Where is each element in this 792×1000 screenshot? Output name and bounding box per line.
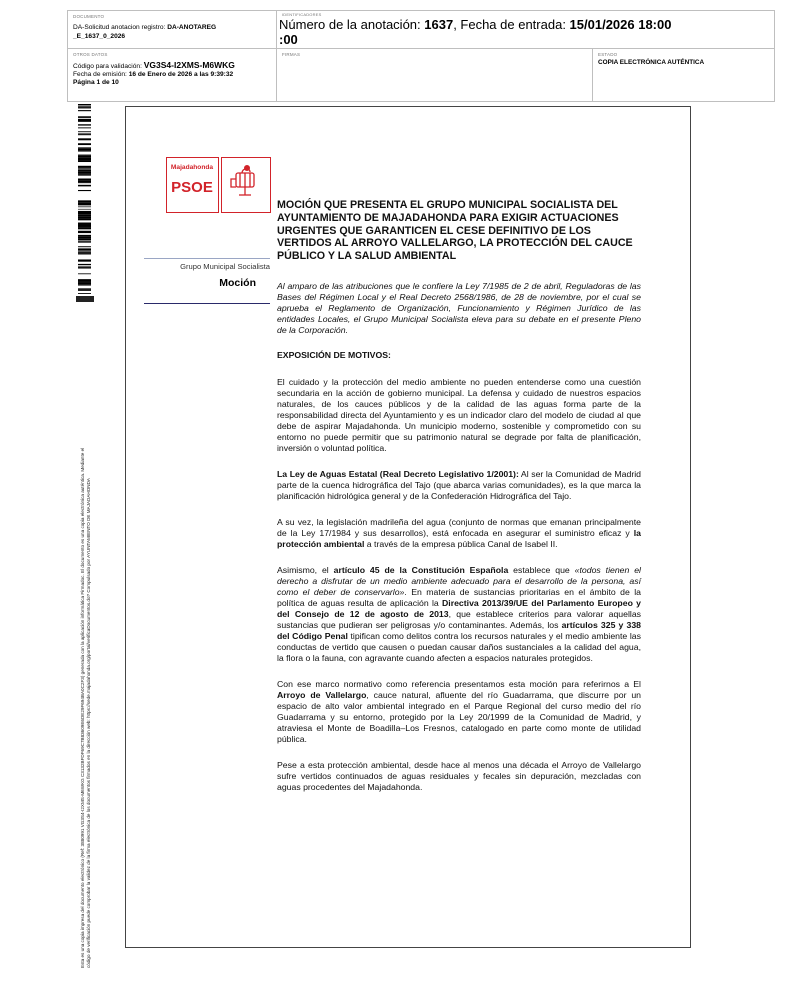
barcode-bar (78, 106, 91, 107)
paragraph-5: Con ese marco normativo como referencia presentamos esta moción para referirnos a El Arroyo de Vallelargo, cauce natural, afluente del río Guadarrama, que discurre por un espacio de alto valor ambiental integrado en el Parque Regional del curso medio del río Guadarrama y su entorno, protegido por la Ley 20/1999 de la Comunidad de Madrid, y atraviesa el Monte de Boadilla–Los Fresnos, catalogado en parte como monte de utilidad pública. (277, 678, 641, 744)
barcode-bar (78, 213, 91, 215)
barcode-bar (78, 264, 91, 265)
barcode-bar (78, 110, 91, 111)
barcode-bar (78, 166, 91, 168)
barcode-bar (78, 121, 91, 122)
identifiers-cell (277, 11, 774, 49)
barcode-bar (78, 259, 91, 261)
barcode-end-mark (76, 296, 94, 302)
barcode-bar (78, 158, 91, 160)
barcode-bar (78, 160, 91, 162)
barcode-bar (78, 182, 91, 183)
barcode-bar (78, 209, 91, 210)
barcode-bar (78, 185, 91, 187)
barcode-bar (78, 281, 91, 282)
document-label: DOCUMENTO (73, 14, 105, 19)
barcode-bar (78, 231, 91, 233)
scanned-page (125, 106, 691, 948)
barcode-bar (78, 293, 91, 294)
barcode-bar (78, 133, 91, 134)
other-data-cell (68, 49, 277, 101)
paragraph-2: La Ley de Aguas Estatal (Real Decreto Legislativo 1/2001): Al ser la Comunidad de Madrid parte de la cuenca hidrográfica del Tajo (que abarca varias comunidades), es la que marca la planificación hidrológica general y de la Confederación Hidrográfica del Tajo. (277, 468, 641, 501)
barcode-bar (78, 200, 91, 201)
page-number: Página 1 de 10 (73, 79, 119, 86)
validation-info: Código para validación: VG3S4-I2XMS-M6WKG Fecha de emisión: 16 de Enero de 2026 a las 9:39:32 Página 1 de 10 (73, 60, 235, 86)
section-heading: EXPOSICIÓN DE MOTIVOS: (277, 349, 391, 360)
barcode-bar (78, 241, 91, 242)
barcode-bar (78, 273, 91, 274)
barcode-bar (78, 248, 91, 250)
barcode-bar (78, 266, 91, 267)
svg-text:Majadahonda: Majadahonda (170, 164, 214, 171)
barcode-bar (78, 252, 91, 253)
motion-body (277, 199, 641, 808)
barcode-bar (78, 246, 91, 247)
document-metadata-header (67, 10, 775, 102)
status-cell (593, 49, 774, 101)
barcode-bar (78, 251, 91, 252)
barcode-bar (78, 104, 91, 105)
barcode-bar (78, 217, 91, 219)
barcode-bar (78, 190, 91, 191)
rose-fist-icon (231, 169, 254, 195)
document-reference: DA-Solicitud anotacion registro: DA-ANOTAREG _E_1637_0_2026 (73, 24, 217, 40)
annotation-number: Número de la anotación: 1637, Fecha de entrada: 15/01/2026 18:00 :00 (279, 17, 672, 47)
verification-side-text: Esta es una copia impresa del documento electrónico (Ref: 3880991 VG3S4-I2XMS-M6WKG C3132BFDF69C7B83609E6DE29F694BA0C2F3) generada con la aplicación informática Firmadoc. El documento es una copia electrónica auténtica. Mediante el código de verificación puede comprobar la validez de la firma electrónica de los documentos firmados en la dirección web: https://sede.majadahonda.org/portal/verificaDocumentos.do? Compulsado por AYUNTAMIENTO DE MAJADAHONDA (80, 447, 92, 968)
status-value: COPIA ELECTRÓNICA AUTÉNTICA (598, 59, 705, 66)
barcode-bar (78, 223, 91, 225)
barcode-bar (78, 267, 91, 268)
barcode-bar (78, 138, 91, 140)
motion-label: Moción (219, 277, 256, 289)
barcode-bar (78, 289, 91, 291)
paragraph-6: Pese a esta protección ambiental, desde hace al menos una década el Arroyo de Vallelargo sufre vertidos continuados de aguas residuales y fecales sin depuración, mezcladas con aguas procedentes del Majadahonda. (277, 759, 641, 792)
barcode (78, 104, 91, 294)
barcode-bar (78, 284, 91, 285)
motion-underline (144, 303, 270, 304)
intro-paragraph: Al amparo de las atribuciones que le confiere la Ley 7/1985 de 2 de abril, Reguladoras de las Bases del Régimen Local y el Real Decreto 2568/1986, de 28 de noviembre, por el cual se aprueba el Reglamento de Organización, Funcionamiento y Régimen Jurídico de las entidades Locales, el Grupo Municipal Socialista eleva para su debate en el presente Pleno de la Corporación. (277, 280, 641, 335)
barcode-bar (78, 203, 91, 205)
barcode-bar (78, 131, 91, 132)
barcode-bar (78, 119, 91, 121)
status-label: ESTADO (598, 52, 618, 57)
barcode-bar (78, 168, 91, 169)
barcode-bar (78, 228, 91, 230)
barcode-bar (78, 282, 91, 284)
other-data-label: OTROS DATOS (73, 52, 108, 57)
psoe-logo (166, 157, 271, 213)
barcode-bar (78, 134, 91, 135)
paragraph-4: Asimismo, el artículo 45 de la Constitución Española establece que «todos tienen el derecho a disfrutar de un medio ambiente adecuado para el desarrollo de la persona, así como el deber de conservarlo». En materia de sustancias prioritarias en el ámbito de la política de aguas resulta de aplicación la Directiva 2013/39/UE del Parlamento Europeo y del Consejo de 12 de agosto de 2013, que establece criterios para valorar aquellas sustancias que pudieran ser peligrosas y/o contaminantes. Además, los artículos 325 y 338 del Código Penal tipifican como delitos contra los recursos naturales y el medio ambiente las conductas de vertido que causen o puedan causar daños sustanciales a la calidad del agua, la flora o la fauna, con agravante cuando afecten a espacios naturales protegidos. (277, 564, 641, 663)
barcode-bar (78, 156, 91, 158)
motion-title: MOCIÓN QUE PRESENTA EL GRUPO MUNICIPAL SOCIALISTA DEL AYUNTAMIENTO DE MAJADAHONDA PARA EXIGIR ACTUACIONES URGENTES QUE GARANTICEN EL CESE DEFINITIVO DE LOS VERTIDOS AL ARROYO VALLELARGO, LA PROTECCIÓN DEL CAUCE PÚBLICO Y LA SALUD AMBIENTAL (277, 199, 633, 263)
barcode-bar (78, 235, 91, 237)
barcode-bar (78, 206, 91, 207)
paragraph-1: El cuidado y la protección del medio ambiente no pueden entenderse como una cuestión secundaria en la acción de gobierno municipal. La defensa y cuidado de nuestros espacios naturales, de los cauces públicos y de la calidad de las aguas forma parte de la responsabilidad directa del Ayuntamiento y es un indicador claro del modelo de ciudad al que debe de aspirar Majadahonda. Un municipio moderno, sostenible y comprometido con su entorno no puede permitir que su patrimonio natural se degrade por falta de planificación, inversión o voluntad política. (277, 376, 641, 453)
validation-code: VG3S4-I2XMS-M6WKG (143, 60, 235, 70)
barcode-bar (78, 279, 91, 281)
barcode-bar (78, 226, 91, 228)
barcode-bar (78, 108, 91, 109)
barcode-bar (78, 169, 91, 171)
barcode-bar (78, 155, 91, 156)
barcode-bar (78, 116, 91, 118)
svg-text:PSOE: PSOE (171, 179, 213, 196)
barcode-bar (78, 202, 91, 203)
barcode-bar (78, 219, 91, 220)
barcode-bar (78, 201, 91, 202)
barcode-bar (78, 150, 91, 151)
barcode-bar (78, 143, 91, 145)
barcode-bar (78, 127, 91, 128)
group-label: Grupo Municipal Socialista (144, 258, 270, 271)
barcode-bar (78, 215, 91, 217)
barcode-bar (78, 173, 91, 175)
barcode-bar (78, 147, 91, 148)
paragraph-3: A su vez, la legislación madrileña del agua (conjunto de normas que emanan principalmente de la Ley 17/1984 y sus desarrollos), está enfocada en asegurar el suministro eficaz y la protección ambiental a través de la empresa pública Canal de Isabel II. (277, 516, 641, 549)
barcode-bar (78, 238, 91, 240)
barcode-bar (78, 214, 91, 215)
barcode-bar (78, 172, 91, 173)
barcode-bar (78, 175, 91, 176)
barcode-bar (78, 171, 91, 172)
barcode-bar (78, 180, 91, 182)
barcode-bar (78, 288, 91, 289)
barcode-bar (78, 237, 91, 239)
identifiers-label: IDENTIFICADORES (282, 12, 322, 17)
barcode-bar (78, 224, 91, 226)
signatures-cell (277, 49, 593, 101)
barcode-bar (78, 124, 91, 125)
document-cell (68, 11, 277, 49)
barcode-bar (78, 178, 91, 180)
barcode-bar (78, 211, 91, 213)
barcode-bar (78, 149, 91, 150)
barcode-bar (78, 253, 91, 254)
signatures-label: FIRMAS (282, 52, 301, 57)
